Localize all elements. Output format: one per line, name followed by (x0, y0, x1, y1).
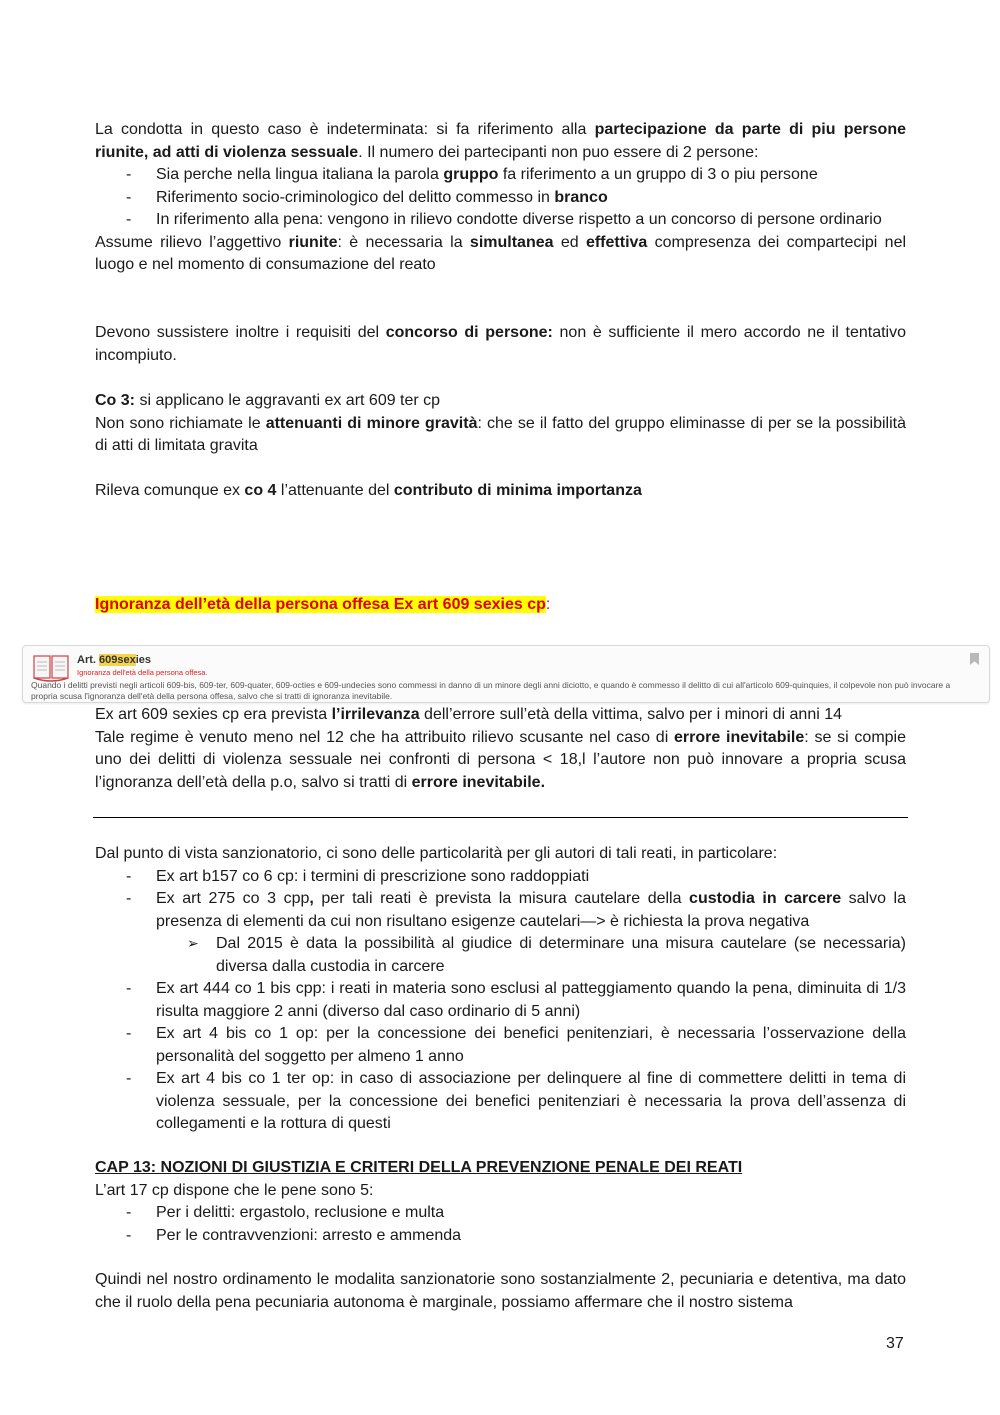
text-line: Ex art 609 sexies cp era prevista l’irrilevanza dell’errore sull’età della vittima, salvo per i minori di anni 14 (95, 706, 843, 723)
list-item: - Ex art 275 co 3 cpp, per tali reati è prevista la misura cautelare della custodia in carcere salvo la presenza di elementi da cui non risultano esigenze cautelari—> è richiesta la prova negativa (95, 888, 906, 933)
page-number: 37 (886, 1335, 904, 1352)
snippet-title: Art. 609sexies (77, 654, 152, 666)
list-item: - Ex art 4 bis co 1 ter op: in caso di associazione per delinquere al fine di commettere delitti in tema di violenza sessuale, per la concessione dei benefici penitenziari è necessaria la prova dell’assenza di collegamenti e la rottura di questi (95, 1068, 906, 1136)
paragraph-co4 (95, 480, 906, 503)
bullet-list (95, 164, 906, 232)
paragraph-co3 (95, 390, 906, 458)
list-item: - Ex art 4 bis co 1 op: per la concessione dei benefici penitenziari, è necessaria l’osservazione della personalità del soggetto per almeno 1 anno (95, 1023, 906, 1068)
list-item: - Ex art b157 co 6 cp: i termini di prescrizione sono raddoppiati (95, 866, 906, 889)
snippet-subtitle: Ignoranza dell'età della persona offesa. (77, 668, 208, 677)
list-item: - Sia perche nella lingua italiana la parola gruppo fa riferimento a un gruppo di 3 o piu persone (95, 164, 906, 187)
article-snippet (22, 645, 990, 703)
text-line: Rileva comunque ex co 4 l’attenuante del contributo di minima importanza (95, 482, 642, 499)
list-item: ➢ Dal 2015 è data la possibilità al giudice di determinare una misura cautelare (se necessaria) diversa dalla custodia in carcere (187, 935, 906, 975)
text-line: Co 3: si applicano le aggravanti ex art 609 ter cp (95, 392, 441, 409)
section-heading-ignoranza (95, 594, 906, 617)
list-item: - Per le contravvenzioni: arresto e ammenda (95, 1225, 906, 1248)
snippet-text: Quando i delitti previsti negli articoli 609-bis, 609-ter, 609-quater, 609-octies e 609-undecies sono commessi in danno di un minore degli anni diciotto, e quando è commesso il delitto di cui all'articolo 609-quinquies, il colpevole non può invocare a propria scusa l'ignoranza dell'età della persona offesa, salvo che si tratti di ignoranza inevitabile. (31, 680, 951, 701)
heading-line: Ignoranza dell’età della persona offesa Ex art 609 sexies cp: (95, 596, 551, 613)
list-item: - In riferimento alla pena: vengono in rilievo condotte diverse rispetto a un concorso di persone ordinario (95, 209, 906, 232)
section-cap13 (95, 1157, 906, 1247)
list-item: - Per i delitti: ergastolo, reclusione e multa (95, 1202, 906, 1225)
arrow-bullet-icon: ➢ (187, 936, 199, 952)
paragraph-irrilevanza (95, 704, 906, 794)
text-line: riunite, ad atti di violenza sessuale. Il numero dei partecipanti non puo essere di 2 persone: (95, 143, 759, 161)
list-item: - Riferimento socio-criminologico del delitto commesso in branco (95, 187, 906, 210)
text-line: Non sono richiamate le attenuanti di minore gravità: che se il fatto del gruppo eliminasse di per se la possibilità di atti di limitata gravita (95, 414, 907, 454)
bookmark-icon[interactable] (970, 653, 979, 665)
text-line: La condotta in questo caso è indeterminata: si fa riferimento alla partecipazione da parte di piu persone (95, 121, 906, 138)
bullet-list (95, 866, 906, 934)
list-item: - Ex art 444 co 1 bis cpp: i reati in materia sono esclusi al patteggiamento quando la pena, diminuita di 1/3 risulta maggiore 2 anni (diverso dal caso ordinario di 5 anni) (95, 978, 906, 1023)
paragraph-riunite: Assume rilievo l’aggettivo riunite: è necessaria la simultanea ed effettiva compresenza dei compartecipi nel luogo e nel momento di consumazione del reato (95, 233, 907, 273)
text-line: Dal punto di vista sanzionatorio, ci sono delle particolarità per gli autori di tali reati, in particolare: (95, 845, 778, 862)
paragraph-condotta (95, 119, 906, 277)
text-line: Tale regime è venuto meno nel 12 che ha attribuito rilievo scusante nel caso di errore inevitabile: se si compie uno dei delitti di violenza sessuale nei confronti di persona < 18,l l’autore non può innovare a propria scusa l’ignoranza dell’età della p.o, salvo si tratti di errore inevitabile. (95, 728, 907, 791)
bullet-list (95, 1202, 906, 1247)
chapter-heading: CAP 13: NOZIONI DI GIUSTIZIA E CRITERI DELLA PREVENZIONE PENALE DEI REATI (95, 1159, 743, 1176)
paragraph-concorso: Devono sussistere inoltre i requisiti del concorso di persone: non è sufficiente il mero accordo ne il tentativo incompiuto. (95, 324, 906, 364)
bullet-list (95, 978, 906, 1136)
horizontal-divider (93, 817, 908, 818)
sub-list (95, 933, 906, 978)
text-line: L’art 17 cp dispone che le pene sono 5: (95, 1181, 374, 1199)
paragraph-modalita: Quindi nel nostro ordinamento le modalita sanzionatorie sono sostanzialmente 2, pecuniaria e detentiva, ma dato che il ruolo della pena pecuniaria autonoma è marginale, possiamo affermare che il nostro sistema (95, 1271, 906, 1311)
section-sanzionatorio (95, 843, 906, 1136)
